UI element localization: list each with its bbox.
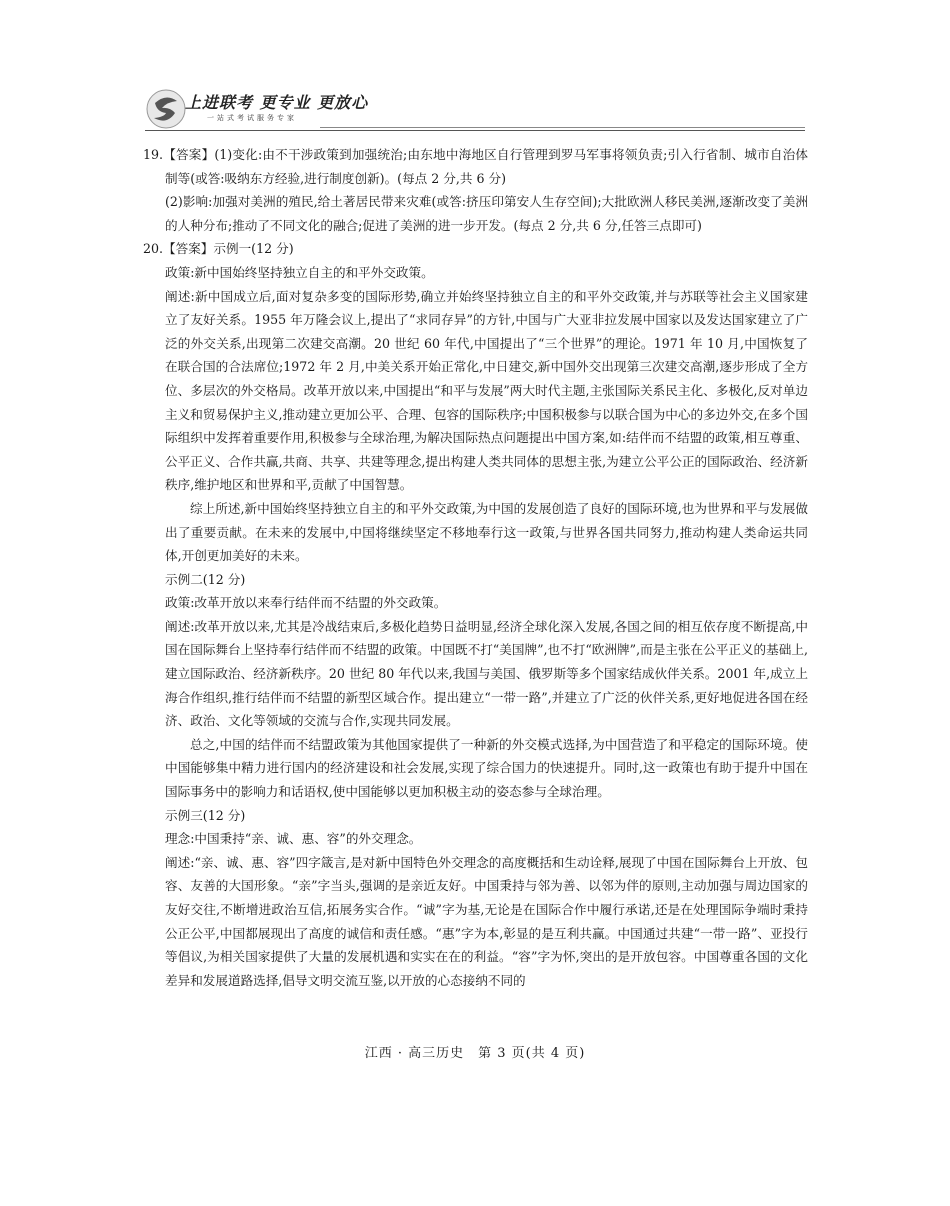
q20-example1-summary: 综上所述,新中国始终坚持独立自主的和平外交政策,为中国的发展创造了良好的国际环境,也为世界和平与发展做出了重要贡献。在未来的发展中,中国将继续坚定不移地奉行这一政策,与世界各国共同努力,推动构建人类命运共同体,开创更加美好的未来。 [165, 500, 808, 564]
q20-example3-concept: 理念:中国秉持“亲、诚、惠、容”的外交理念。 [165, 831, 422, 847]
answer-content [143, 143, 808, 992]
q20-example2-summary: 总之,中国的结伴而不结盟政策为其他国家提供了一种新的外交模式选择,为中国营造了和平稳定的国际环境。使中国能够集中精力进行国内的经济建设和社会发展,实现了综合国力的快速提升。同时,这一政策也有助于提升中国在国际事务中的影响力和话语权,使中国能够以更加积极主动的姿态参与全球治理。 [165, 736, 808, 800]
q20-example1-body: 阐述:新中国成立后,面对复杂多变的国际形势,确立并始终坚持独立自主的和平外交政策,并与苏联等社会主义国家建立了友好关系。1955 年万隆会议上,提出了“求同存异”的方针,中国与广大亚非拉发展中国家以及发达国家建立了广泛的外交关系,出现第二次建交高潮。20 世纪 60 年代,中国提出了“三个世界”的理论。1971 年 10 月,中国恢复了在联合国的合法席位;1972 年 2 月,中美关系开始正常化,中日建交,新中国外交出现第三次建交高潮,逐步形成了全方位、多层次的外交格局。改革开放以来,中国提出“和平与发展”两大时代主题,主张国际关系民主化、多极化,反对单边主义和贸易保护主义,推动建立更加公平、合理、包容的国际秩序;中国积极参与以联合国为中心的多边外交,在多个国际组织中发挥着重要作用,积极参与全球治理,为解决国际热点问题提出中国方案,如:结伴而不结盟的政策,相互尊重、公平正义、合作共赢,共商、共享、共建等理念,提出构建人类共同体的思想主张,为建立公平公正的国际政治、经济新秩序,维护地区和世界和平,贡献了中国智慧。 [165, 288, 808, 493]
page-footer: 江西 · 高三历史 第 3 页(共 4 页) [364, 1046, 586, 1061]
page-header [145, 88, 805, 133]
q20-example2-policy: 政策:改革开放以来奉行结伴而不结盟的外交政策。 [165, 595, 447, 611]
q19-part1: 19.【答案】(1)变化:由不干涉政策到加强统治;由东地中海地区自行管理到罗马军事将领负责;引入行省制、城市自治体制等(或答:吸纳东方经验,进行制度创新)。(每点 2 分,共 6 分) [143, 147, 808, 186]
q20-example3-body: 阐述:“亲、诚、惠、容”四字箴言,是对新中国特色外交理念的高度概括和生动诠释,展现了中国在国际舞台上开放、包容、友善的大国形象。“亲”字当头,强调的是亲近友好。中国秉持与邻为善、以邻为伴的原则,主动加强与周边国家的友好交往,不断增进政治互信,拓展务实合作。“诚”字为基,无论是在国际合作中履行承诺,还是在处理国际争端时秉持公正公平,中国都展现出了高度的诚信和责任感。“惠”字为本,彰显的是互利共赢。中国通过共建“一带一路”、亚投行等倡议,为相关国家提供了大量的发展机遇和实实在在的利益。“容”字为怀,突出的是开放包容。中国尊重各国的文化差异和发展道路选择,倡导文明交流互鉴,以开放的心态接纳不同的 [165, 854, 808, 988]
q19-part2: (2)影响:加强对美洲的殖民,给土著居民带来灾难(或答:挤压印第安人生存空间);大批欧洲人移民美洲,逐渐改变了美洲的人种分布;推动了不同文化的融合;促进了美洲的进一步开发。(每点 2 分,共 6 分,任答三点即可) [165, 194, 808, 233]
brand-logo-icon [145, 88, 187, 130]
brand-slogan: 上进联考 更专业 更放心 [185, 93, 369, 112]
q20-example2-body: 阐述:改革开放以来,尤其是冷战结束后,多极化趋势日益明显,经济全球化深入发展,各国之间的相互依存度不断提高,中国在国际舞台上坚持奉行结伴而不结盟的政策。中国既不打“美国牌”,也不打“欧洲牌”,而是主张在公平正义的基础上,建立国际政治、经济新秩序。20 世纪 80 年代以来,我国与美国、俄罗斯等多个国家结成伙伴关系。2001 年,成立上海合作组织,推行结伴而不结盟的新型区域合作。提出建立“一带一路”,并建立了广泛的伙伴关系,更好地促进各国在经济、政治、文化等领域的交流与合作,实现共同发展。 [165, 618, 808, 729]
q20-example1-policy: 政策:新中国始终坚持独立自主的和平外交政策。 [165, 264, 434, 280]
header-divider-thin [320, 127, 805, 128]
q20-example2-heading: 示例二(12 分) [165, 571, 246, 587]
header-divider [145, 130, 805, 131]
q20-heading: 20.【答案】示例一(12 分) [143, 241, 294, 257]
brand-tagline: 一站式考试服务专家 [207, 114, 297, 122]
q20-example3-heading: 示例三(12 分) [165, 807, 246, 823]
